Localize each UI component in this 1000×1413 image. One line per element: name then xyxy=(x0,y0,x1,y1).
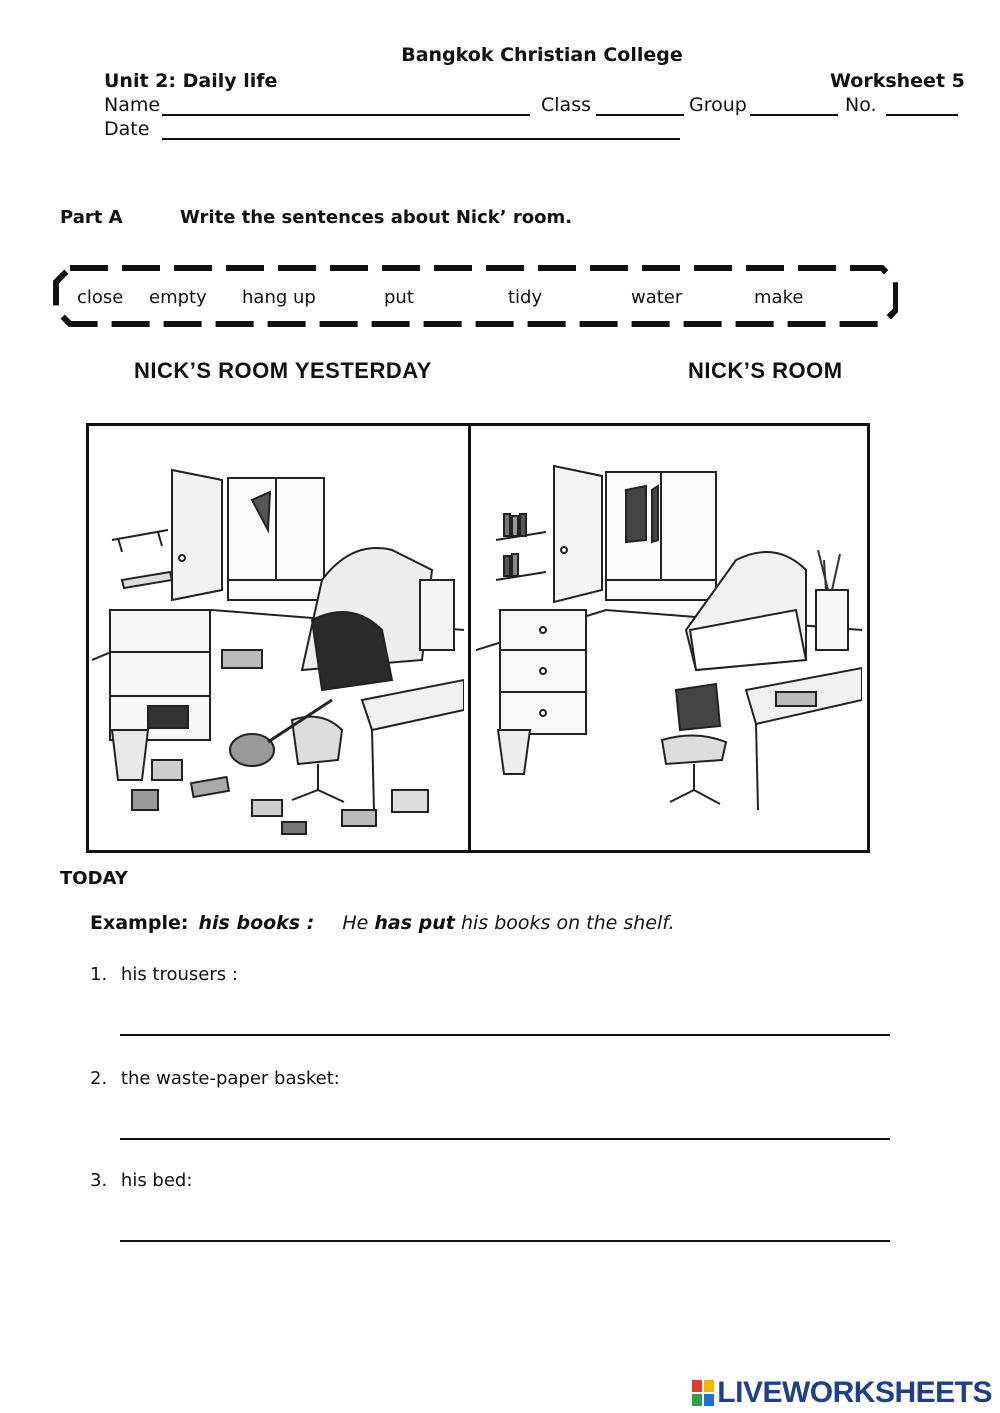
logo-square-yellow xyxy=(704,1380,714,1392)
logo-square-blue xyxy=(704,1394,714,1406)
answer-line-1[interactable] xyxy=(120,1034,890,1036)
word-bank-item: put xyxy=(384,287,414,308)
today-label: TODAY xyxy=(60,868,128,889)
date-field[interactable] xyxy=(162,138,680,140)
school-name: Bangkok Christian College xyxy=(401,44,683,66)
tidy-room-illustration xyxy=(476,430,862,844)
example-label: Example: xyxy=(90,912,189,934)
answer-line-2[interactable] xyxy=(120,1138,890,1140)
question-number: 1. xyxy=(90,964,108,985)
example-sentence-start: He xyxy=(342,912,369,934)
liveworksheets-text: LIVEWORKSHEETS xyxy=(717,1376,992,1409)
question-prompt: the waste-paper basket: xyxy=(120,1068,340,1089)
word-bank-item: empty xyxy=(149,287,207,308)
name-label: Name xyxy=(104,94,161,116)
logo-square-green xyxy=(692,1394,702,1406)
example-verb: has put xyxy=(374,912,455,934)
room-today-title: NICK’S ROOM xyxy=(688,358,843,383)
logo-square-red xyxy=(692,1380,702,1392)
example-subject: his books : xyxy=(198,912,315,934)
part-a-instruction: Write the sentences about Nick’ room. xyxy=(180,207,573,228)
worksheet-number: Worksheet 5 xyxy=(830,70,965,92)
group-label: Group xyxy=(689,94,747,116)
word-bank-item: tidy xyxy=(508,287,543,308)
messy-room-illustration xyxy=(92,430,464,844)
no-field[interactable] xyxy=(886,114,958,116)
liveworksheets-icon xyxy=(692,1380,714,1406)
date-label: Date xyxy=(104,118,150,140)
unit-title: Unit 2: Daily life xyxy=(104,70,278,92)
answer-line-3[interactable] xyxy=(120,1240,890,1242)
question-prompt: his trousers : xyxy=(120,964,238,985)
no-label: No. xyxy=(845,94,877,116)
word-bank-item: hang up xyxy=(242,287,316,308)
class-field[interactable] xyxy=(596,114,684,116)
name-field[interactable] xyxy=(162,114,530,116)
question-number: 3. xyxy=(90,1170,108,1191)
question-2 xyxy=(90,1068,340,1089)
picture-divider xyxy=(468,423,471,853)
part-a-label: Part A xyxy=(60,207,123,228)
question-number: 2. xyxy=(90,1068,108,1089)
question-1 xyxy=(90,964,238,985)
question-prompt: his bed: xyxy=(120,1170,193,1191)
example-sentence-end: his books on the shelf. xyxy=(460,912,675,934)
word-bank-item: close xyxy=(77,287,124,308)
word-bank-item: water xyxy=(631,287,683,308)
liveworksheets-logo[interactable] xyxy=(692,1376,992,1410)
class-label: Class xyxy=(541,94,591,116)
question-3 xyxy=(90,1170,192,1191)
word-bank-item: make xyxy=(754,287,804,308)
group-field[interactable] xyxy=(750,114,838,116)
room-yesterday-title: NICK’S ROOM YESTERDAY xyxy=(134,358,432,383)
example-sentence xyxy=(90,912,675,934)
